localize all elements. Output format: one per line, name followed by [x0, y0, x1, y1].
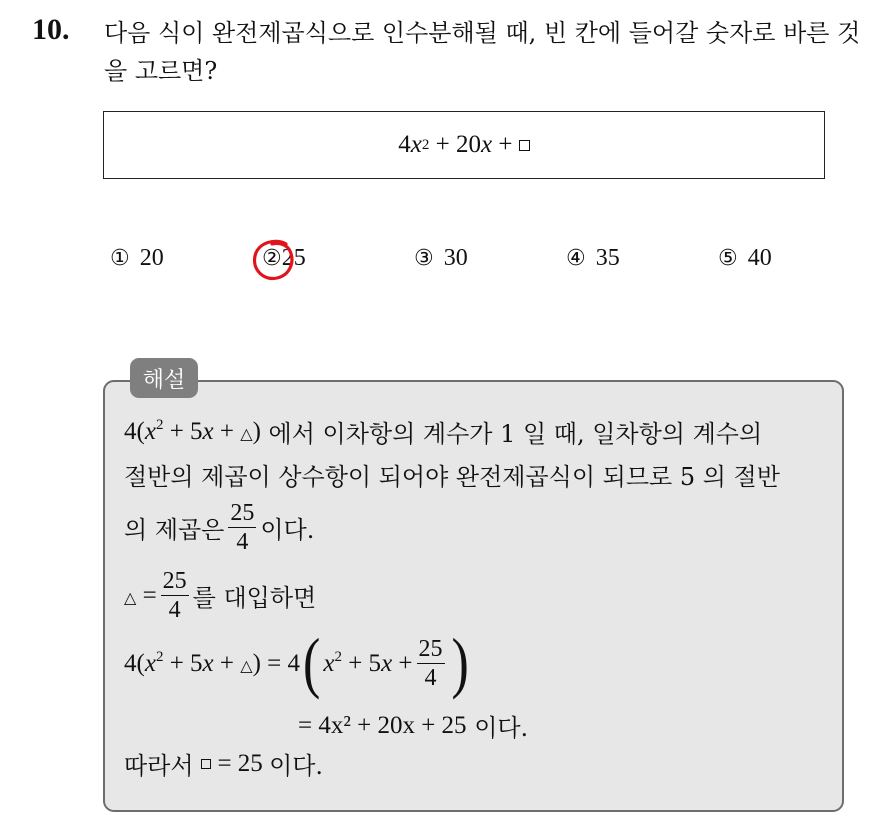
fraction-den: 4: [236, 529, 249, 555]
fraction-b-num: 25: [162, 568, 187, 594]
expression-var2: x: [481, 131, 493, 158]
solution-line-2: [124, 457, 780, 492]
solution-line-6: [298, 708, 528, 743]
choice-4-mark: ④: [566, 246, 586, 271]
solution-line-5: $4(x^2 + 5x$ + △) = 4 ( $x^2 + 5x$ + $\frac{25}{4}$ ): [124, 625, 469, 700]
blank-square-icon: [519, 140, 530, 151]
expression-plus-1: +: [429, 131, 456, 158]
expression-term2: 20: [456, 131, 481, 158]
solution-label: 해설: [130, 358, 198, 398]
line3-pre: 의 제곱은: [124, 516, 225, 544]
solution-line-1: [124, 414, 762, 449]
fraction-25-over-4-c: [417, 636, 445, 691]
fraction-c-num: 25: [418, 636, 443, 662]
expression-plus-2: +: [492, 131, 519, 158]
line3-post: 이다.: [260, 516, 315, 544]
choice-5-mark: ⑤: [718, 246, 738, 271]
line1-math: $4(x^2 + 5x$ + △): [124, 416, 261, 445]
fraction-25-over-4-b: [161, 568, 189, 623]
choice-2-mark: ②: [262, 246, 282, 271]
choice-3-mark: ③: [414, 246, 434, 271]
line6-math: = 4x² + 20x + 25: [298, 711, 467, 739]
question-number: 10.: [32, 13, 70, 46]
choice-5[interactable]: [718, 245, 772, 272]
choice-3[interactable]: [414, 245, 468, 272]
fraction-b-den: 4: [168, 597, 181, 623]
expression-var: x: [410, 131, 422, 158]
question-text: 다음 식이 완전제곱식으로 인수분해될 때, 빈 칸에 들어갈 숫자로 바른 것을 고르면?: [104, 19, 861, 85]
line4-math: △ =: [124, 581, 157, 609]
expression-coef: 4: [398, 131, 411, 158]
line4-post: 를 대입하면: [192, 584, 317, 612]
choice-4-value: 35: [595, 245, 620, 271]
choice-3-value: 30: [443, 245, 468, 271]
line2-text: 절반의 제곱이 상수항이 되어야 완전제곱식이 되므로 5 의 절반: [124, 463, 780, 491]
line6-post: 이다.: [474, 714, 529, 742]
line7-pre: 따라서: [124, 752, 194, 780]
solution-line-3: [124, 500, 314, 555]
choice-1-value: 20: [139, 245, 164, 271]
choice-1[interactable]: [110, 245, 164, 272]
solution-line-4: [124, 568, 316, 623]
choice-5-value: 40: [747, 245, 772, 271]
line5-math-inner: $x^2 + 5x$ +: [323, 648, 413, 677]
line7-mid: = 25: [211, 749, 270, 777]
expression-box: 4 x 2 + 20 x +: [103, 111, 825, 179]
line1-text: 에서 이차항의 계수가 1 일 때, 일차항의 계수의: [268, 420, 763, 448]
fraction-25-over-4: [228, 500, 256, 555]
choice-4[interactable]: [566, 245, 620, 272]
line5-math-left: $4(x^2 + 5x$ + △) = 4: [124, 648, 301, 677]
solution-line-7: [124, 746, 323, 781]
choice-2-value: 25: [281, 245, 306, 271]
answer-circle-mark-icon: [250, 236, 298, 284]
fraction-num: 25: [230, 500, 255, 526]
choice-1-mark: ①: [110, 246, 130, 271]
line7-post: 이다.: [269, 752, 324, 780]
blank-square-icon-2: [201, 759, 211, 769]
fraction-c-den: 4: [424, 665, 437, 691]
